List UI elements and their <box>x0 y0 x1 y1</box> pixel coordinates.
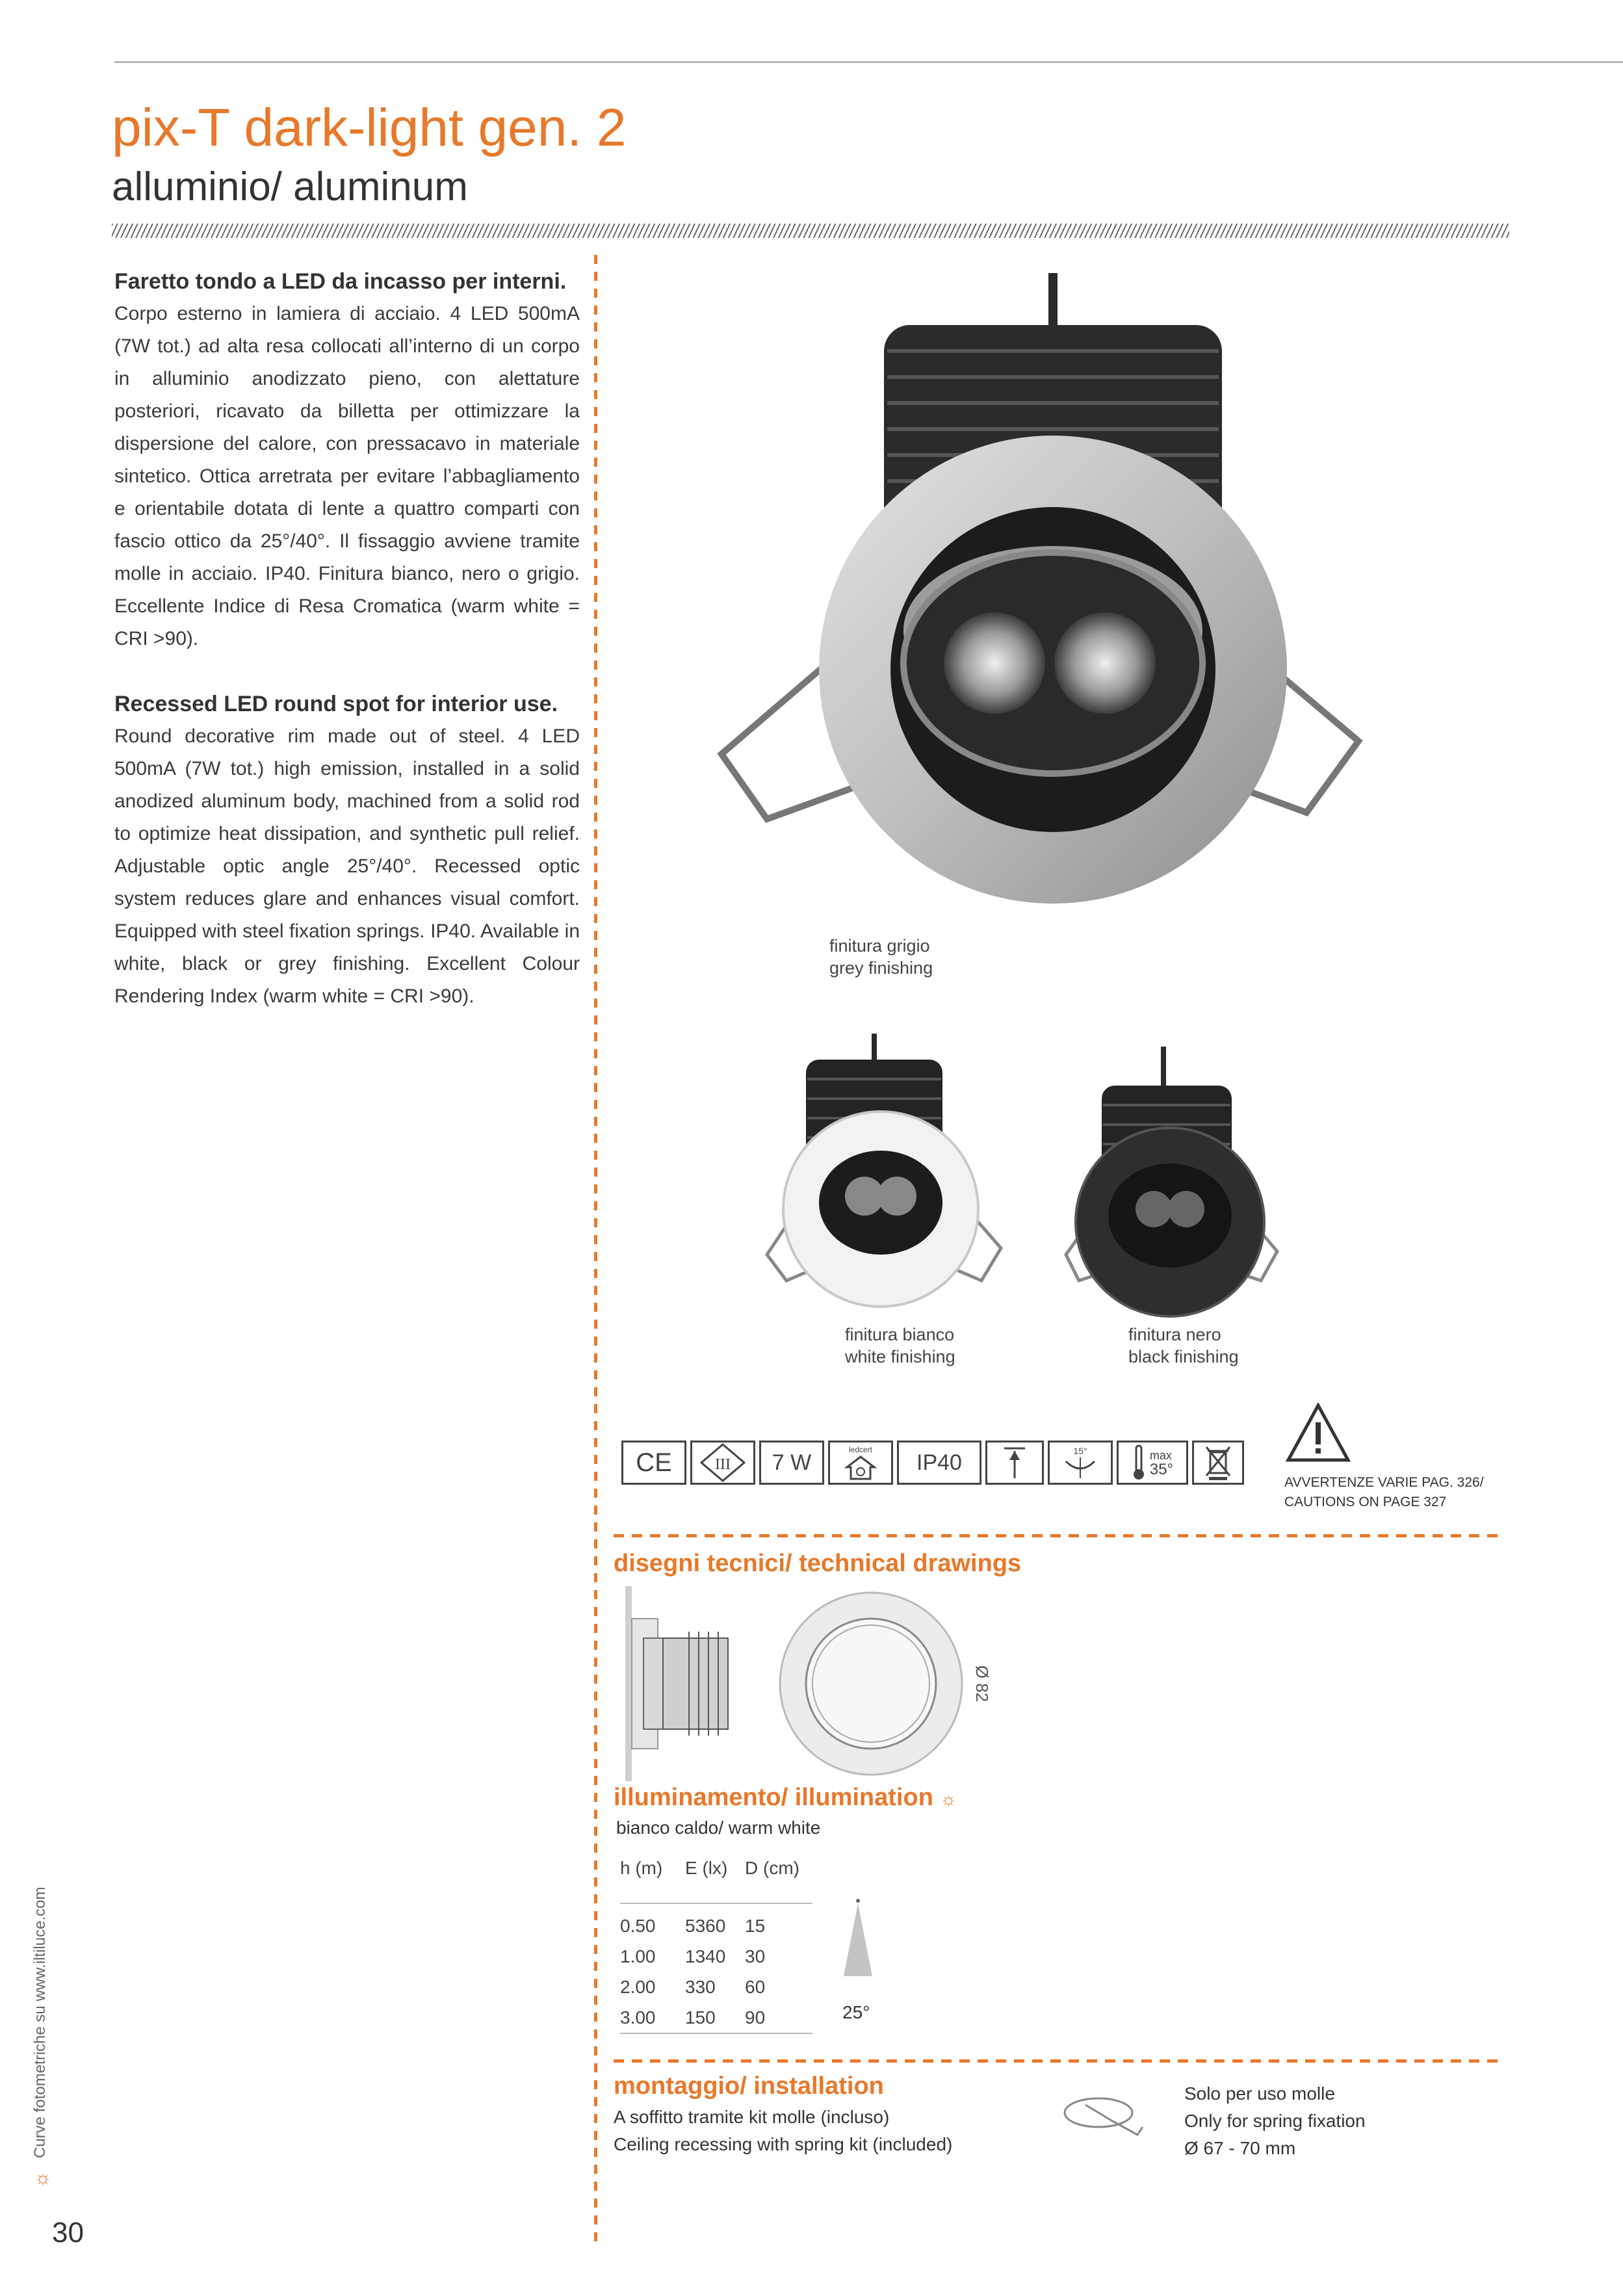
installation-title: montaggio/ installation <box>614 2072 884 2100</box>
col-header-h: h (m) <box>620 1857 663 1878</box>
technical-drawing <box>617 1586 994 1781</box>
table-cell: 330 <box>685 1976 716 1997</box>
certification-strip <box>621 1441 1244 1485</box>
diamond-icon <box>700 1443 746 1482</box>
diameter-label: Ø 82 <box>972 1665 992 1702</box>
description-en-text: Round decorative rim made out of steel. 4 LED 500mA (7W tot.) high emission, installed in a solid anodized aluminum body, machined from a solid rod to optimize heat dissipation, and synthetic pull relief. Adjustable optic angle 25°/40°. Recessed optic system reduces glare and enhances visual comfort. Equipped with steel fixation springs. IP40. Available in white, black or grey finishing. Excellent Colour Rendering Index (warm white = CRI >90). <box>114 725 580 1007</box>
table-cell: 0.50 <box>620 1915 656 1936</box>
product-image-white <box>760 1034 1007 1320</box>
col-header-d: D (cm) <box>745 1857 799 1878</box>
spring-fixation-icon <box>1059 2092 1157 2144</box>
tilt-icon: 15° <box>1048 1441 1113 1485</box>
top-rule <box>114 61 1623 63</box>
ip-rating-icon: IP40 <box>897 1441 981 1485</box>
description-column <box>114 265 580 1013</box>
beam-cone-icon <box>838 1897 877 1981</box>
table-cell: 15 <box>745 1915 766 1936</box>
white-finish-caption: finitura bianco white finishing <box>845 1325 955 1366</box>
table-cell: 1340 <box>685 1946 726 1966</box>
illumination-data-table <box>620 1853 812 2034</box>
product-title: pix-T dark-light gen. 2 <box>112 98 627 157</box>
table-cell: 2.00 <box>620 1976 656 1997</box>
weee-bin-icon <box>1192 1441 1244 1485</box>
cautions-note: AVVERTENZE VARIE PAG. 326/ CAUTIONS ON PAGE 327 <box>1284 1475 1484 1509</box>
spring-fixation-note: Solo per uso molle Only for spring fixation Ø 67 - 70 mm <box>1184 2083 1366 2158</box>
section-divider-drawings <box>614 1534 1498 1537</box>
table-cell: 90 <box>745 2007 766 2028</box>
sun-icon: ☼ <box>940 1789 957 1809</box>
product-image-black <box>1053 1047 1287 1320</box>
warning-icon <box>1286 1403 1351 1463</box>
table-cell: 5360 <box>685 1915 726 1936</box>
col-header-e: E (lx) <box>685 1857 728 1878</box>
ledcert-icon: ledcert <box>828 1441 893 1485</box>
table-cell: 1.00 <box>620 1946 656 1966</box>
temperature-icon: max 35° <box>1117 1441 1188 1485</box>
thermometer-icon <box>1132 1444 1146 1481</box>
description-it-text: Corpo esterno in lamiera di acciaio. 4 LED 500mA (7W tot.) ad alta resa collocati all’interno di un corpo in alluminio anodizzato pieno, con alettature posteriori, ricavato da billetta per ottimizzare la dispersione del calore, con pressacavo in materiale sintetico. Ottica arretrata per evitare l’abbagliamento e orientabile dotata di lente a quattro comparti con fascio ottico da 25°/40°. Il fissaggio avviene tramite molle in acciaio. IP40. Finitura bianco, nero o grigio. Eccellente Indice di Resa Cromatica (warm white = CRI >90). <box>114 303 580 649</box>
drawings-title: disegni tecnici/ technical drawings <box>614 1550 1022 1577</box>
table-cell: 150 <box>685 2007 716 2028</box>
section-divider-installation <box>614 2059 1498 2063</box>
illumination-subtitle: bianco caldo/ warm white <box>616 1818 821 1838</box>
class-iii-icon <box>690 1441 755 1485</box>
power-icon: 7 W <box>759 1441 824 1485</box>
sun-icon: ☼ <box>34 2167 52 2189</box>
vertical-divider <box>594 255 597 2244</box>
table-cell: 3.00 <box>620 2007 656 2028</box>
photometric-link[interactable]: Curve fotometriche su www.iltiluce.com <box>31 1886 49 2158</box>
product-subtitle: alluminio/ aluminum <box>112 164 468 209</box>
page-number: 30 <box>52 2217 84 2249</box>
table-cell: 60 <box>745 1976 766 1997</box>
installation-text: A soffitto tramite kit molle (incluso) Ceiling recessing with spring kit (included) <box>614 2107 953 2154</box>
svg-text:III: III <box>715 1456 731 1473</box>
product-image-grey <box>702 273 1391 923</box>
mount-arrow-icon <box>985 1441 1044 1485</box>
illumination-title: illuminamento/ illumination ☼ <box>614 1784 957 1811</box>
black-finish-caption: finitura nero black finishing <box>1128 1325 1239 1366</box>
house-icon <box>844 1454 877 1480</box>
grey-finish-caption: finitura grigio grey finishing <box>829 936 933 978</box>
ce-mark-icon: CE <box>621 1441 686 1485</box>
hatch-divider <box>112 224 1509 238</box>
description-it-heading: Faretto tondo a LED da incasso per interni. <box>114 269 567 294</box>
table-cell: 30 <box>745 1946 766 1966</box>
illumination-table <box>620 1853 812 2034</box>
beam-angle-label: 25° <box>842 2002 870 2022</box>
description-en-heading: Recessed LED round spot for interior use. <box>114 692 558 716</box>
